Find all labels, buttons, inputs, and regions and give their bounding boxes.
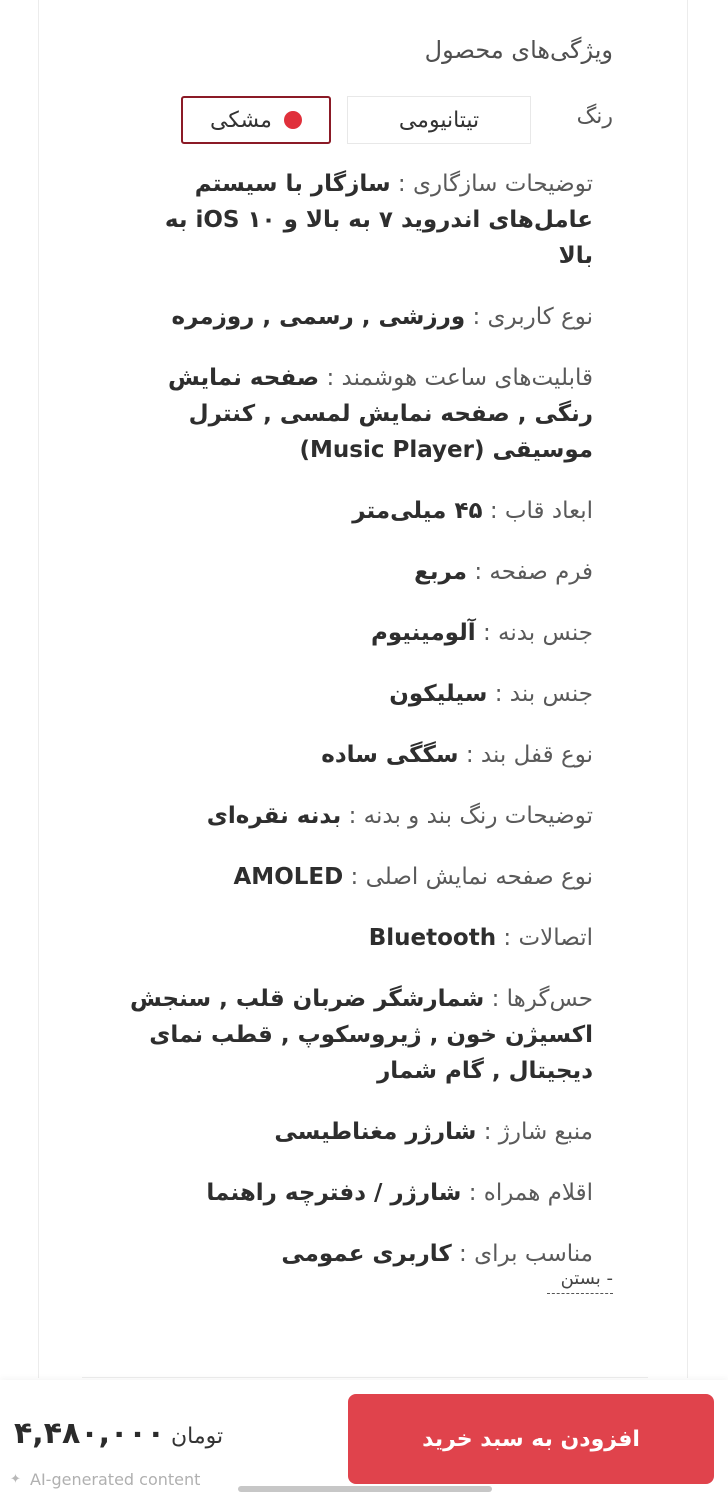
spec-item (123, 981, 613, 1089)
spec-item (123, 737, 613, 773)
spec-item (123, 1175, 613, 1211)
spec-item (123, 615, 613, 651)
ai-note-label: AI-generated content (30, 1470, 201, 1489)
color-selector (173, 96, 613, 144)
spec-item (123, 676, 613, 712)
card-divider (82, 1377, 648, 1378)
spec-list (123, 166, 613, 1297)
spec-value: سگگی ساده (321, 742, 459, 768)
section-title: ویژگی‌های محصول (424, 36, 613, 64)
color-label: رنگ (576, 104, 613, 129)
spec-key: اتصالات : (503, 925, 593, 951)
spec-value: شمارشگر ضربان قلب , سنجش اکسیژن خون , ژیروسکوپ , قطب نمای دیجیتال , گام شمار (129, 986, 593, 1084)
color-swatch-icon (284, 111, 302, 129)
spec-key: توضیحات رنگ بند و بدنه : (348, 803, 593, 829)
spec-value: صفحه نمایش رنگی , صفحه نمایش لمسی , کنترل موسیقی (Music Player) (167, 365, 593, 463)
price-amount: ۴,۴۸۰,۰۰۰ (14, 1416, 165, 1451)
spec-item (123, 299, 613, 335)
spec-key: ابعاد قاب : (489, 498, 593, 524)
spec-value: ورزشی , رسمی , روزمره (171, 304, 466, 330)
spec-value: بدنه نقره‌ای (206, 803, 342, 829)
spec-value: AMOLED (233, 864, 344, 890)
spec-value: سازگار با سیستم عامل‌های اندروید ۷ به بالا و iOS ۱۰ به بالا (164, 171, 593, 269)
close-link[interactable]: - بستن (547, 1268, 613, 1294)
spec-value: شارژر / دفترچه راهنما (206, 1180, 462, 1206)
spec-key: نوع کاربری : (472, 304, 593, 330)
sparkle-icon: ✦ (10, 1471, 21, 1487)
spec-item (123, 920, 613, 956)
spec-key: نوع قفل بند : (465, 742, 593, 768)
color-option-titanium[interactable] (347, 96, 531, 144)
spec-item (123, 493, 613, 529)
color-option-label: مشکی (210, 107, 272, 133)
spec-item (123, 798, 613, 834)
spec-value: سیلیکون (389, 681, 488, 707)
spec-value: مربع (414, 559, 468, 585)
spec-key: اقلام همراه : (468, 1180, 593, 1206)
spec-item (123, 1114, 613, 1150)
add-to-cart-button[interactable]: افزودن به سبد خرید (348, 1394, 714, 1484)
color-option-label: تیتانیومی (398, 107, 480, 133)
spec-item (123, 1236, 613, 1272)
spec-value: Bluetooth (368, 925, 497, 951)
spec-key: حس‌گرها : (491, 986, 593, 1012)
ai-content-note (10, 1470, 200, 1489)
spec-item (123, 859, 613, 895)
spec-key: مناسب برای : (459, 1241, 593, 1267)
spec-item (123, 360, 613, 468)
spec-value: کاربری عمومی (281, 1241, 452, 1267)
price-currency: تومان (170, 1424, 224, 1449)
spec-key: منبع شارژ : (483, 1119, 593, 1145)
color-option-black[interactable] (181, 96, 331, 144)
spec-key: جنس بدنه : (482, 620, 593, 646)
spec-value: شارژر مغناطیسی (274, 1119, 477, 1145)
spec-value: آلومینیوم (371, 620, 476, 646)
spec-value: ۴۵ میلی‌متر (352, 498, 483, 524)
spec-key: توضیحات سازگاری : (397, 171, 593, 197)
spec-key: جنس بند : (494, 681, 593, 707)
spec-key: فرم صفحه : (474, 559, 593, 585)
spec-item (123, 554, 613, 590)
price (14, 1416, 223, 1451)
spec-key: قابلیت‌های ساعت هوشمند : (326, 365, 593, 391)
spec-key: نوع صفحه نمایش اصلی : (350, 864, 593, 890)
spec-item (123, 166, 613, 274)
home-indicator[interactable] (238, 1486, 492, 1492)
